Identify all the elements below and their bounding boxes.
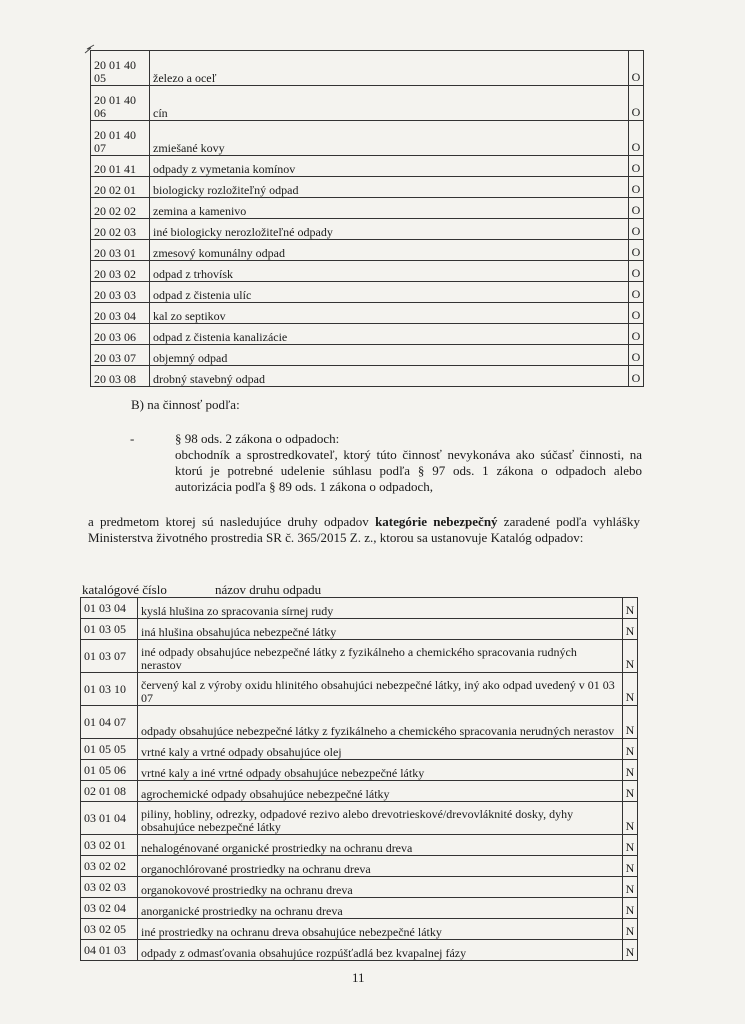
category-cell: N	[623, 673, 638, 706]
category-cell: N	[623, 640, 638, 673]
category-cell: O	[629, 282, 644, 303]
table-row	[81, 919, 638, 940]
catalog-code: 20 03 04	[91, 303, 150, 324]
table-row	[91, 198, 644, 219]
catalog-code: 03 02 04	[81, 898, 138, 919]
table-row	[81, 856, 638, 877]
catalog-code: 20 03 07	[91, 345, 150, 366]
waste-name: odpad z čistenia ulíc	[150, 282, 629, 303]
table-row	[81, 598, 638, 619]
category-cell: N	[623, 877, 638, 898]
waste-table-hazardous	[80, 597, 638, 961]
waste-table-other	[90, 50, 644, 387]
category-cell: O	[629, 86, 644, 121]
category-cell: N	[623, 760, 638, 781]
category-cell: O	[629, 324, 644, 345]
waste-name: cín	[150, 86, 629, 121]
table-row	[81, 619, 638, 640]
table-row	[81, 706, 638, 739]
catalog-code: 03 02 01	[81, 835, 138, 856]
catalog-code: 01 05 05	[81, 739, 138, 760]
category-cell: O	[629, 303, 644, 324]
waste-name: zmiešané kovy	[150, 121, 629, 156]
page-number: 11	[352, 970, 365, 985]
table-row	[91, 324, 644, 345]
waste-name: odpady z vymetania komínov	[150, 156, 629, 177]
table-row	[81, 781, 638, 802]
catalog-code: 20 03 06	[91, 324, 150, 345]
table-row	[81, 898, 638, 919]
category-cell: O	[629, 156, 644, 177]
catalog-code: 20 03 08	[91, 366, 150, 387]
category-cell: N	[623, 898, 638, 919]
catalog-code: 20 02 02	[91, 198, 150, 219]
waste-name: piliny, hobliny, odrezky, odpadové rezivo alebo drevotrieskové/drevovláknité dosky, dyhy obsahujúce nebezpečné látky	[138, 802, 623, 835]
waste-name: iná hlušina obsahujúca nebezpečné látky	[138, 619, 623, 640]
waste-name: kyslá hlušina zo spracovania sírnej rudy	[138, 598, 623, 619]
category-cell: N	[623, 802, 638, 835]
table-row	[91, 156, 644, 177]
waste-name: iné biologicky nerozložiteľné odpady	[150, 219, 629, 240]
list-dash: -	[130, 431, 135, 446]
category-cell: N	[623, 835, 638, 856]
table-row	[91, 121, 644, 156]
category-cell: N	[623, 739, 638, 760]
catalog-code: 20 01 40 05	[91, 51, 150, 86]
catalog-code: 04 01 03	[81, 940, 138, 961]
catalog-code: 20 02 03	[91, 219, 150, 240]
column-header-name: názov druhu odpadu	[215, 582, 322, 597]
category-cell: N	[623, 781, 638, 802]
waste-name: odpad z trhovísk	[150, 261, 629, 282]
category-cell: O	[629, 345, 644, 366]
waste-name: zemina a kamenivo	[150, 198, 629, 219]
waste-name: červený kal z výroby oxidu hlinitého obsahujúci nebezpečné látky, iný ako odpad uvedený v 01 03 07	[138, 673, 623, 706]
table-row	[91, 177, 644, 198]
catalog-code: 03 02 02	[81, 856, 138, 877]
catalog-code: 20 02 01	[91, 177, 150, 198]
category-cell: N	[623, 919, 638, 940]
category-cell: N	[623, 706, 638, 739]
table-row	[91, 51, 644, 86]
catalog-code: 01 03 10	[81, 673, 138, 706]
category-cell: O	[629, 51, 644, 86]
waste-name: odpady obsahujúce nebezpečné látky z fyzikálneho a chemického spracovania nerudných nerastov	[138, 706, 623, 739]
catalog-code: 01 03 04	[81, 598, 138, 619]
category-cell: O	[629, 177, 644, 198]
category-cell: N	[623, 856, 638, 877]
waste-name: odpady z odmasťovania obsahujúce rozpúšťadlá bez kvapalnej fázy	[138, 940, 623, 961]
waste-name: odpad z čistenia kanalizácie	[150, 324, 629, 345]
catalog-code: 20 03 02	[91, 261, 150, 282]
waste-name: vrtné kaly a vrtné odpady obsahujúce olej	[138, 739, 623, 760]
paragraph-bold-category: kategórie nebezpečný	[375, 514, 498, 529]
table-row	[91, 219, 644, 240]
waste-name: nehalogénované organické prostriedky na ochranu dreva	[138, 835, 623, 856]
catalog-code: 01 03 05	[81, 619, 138, 640]
catalog-code: 20 01 41	[91, 156, 150, 177]
category-cell: N	[623, 598, 638, 619]
table-row	[81, 739, 638, 760]
table-row	[91, 240, 644, 261]
section-b-heading: B) na činnosť podľa:	[131, 397, 240, 412]
category-cell: O	[629, 198, 644, 219]
table-row	[81, 877, 638, 898]
category-cell: N	[623, 940, 638, 961]
table-row	[91, 345, 644, 366]
waste-name: iné odpady obsahujúce nebezpečné látky z fyzikálneho a chemického spracovania rudných nerastov	[138, 640, 623, 673]
table-row	[81, 940, 638, 961]
list-item	[175, 431, 642, 495]
table-row	[81, 802, 638, 835]
catalog-code: 03 02 03	[81, 877, 138, 898]
table-row	[91, 366, 644, 387]
waste-name: drobný stavebný odpad	[150, 366, 629, 387]
column-header-code: katalógové číslo	[82, 582, 167, 597]
table-row	[91, 282, 644, 303]
catalog-code: 01 05 06	[81, 760, 138, 781]
waste-name: biologicky rozložiteľný odpad	[150, 177, 629, 198]
waste-name: agrochemické odpady obsahujúce nebezpečné látky	[138, 781, 623, 802]
waste-name: zmesový komunálny odpad	[150, 240, 629, 261]
waste-name: kal zo septikov	[150, 303, 629, 324]
table-row	[91, 261, 644, 282]
category-cell: O	[629, 219, 644, 240]
catalog-code: 03 02 05	[81, 919, 138, 940]
catalog-code: 01 04 07	[81, 706, 138, 739]
waste-name: anorganické prostriedky na ochranu dreva	[138, 898, 623, 919]
catalog-code: 20 03 01	[91, 240, 150, 261]
table-row	[81, 835, 638, 856]
waste-name: železo a oceľ	[150, 51, 629, 86]
category-cell: N	[623, 619, 638, 640]
catalog-code: 20 01 40 07	[91, 121, 150, 156]
category-cell: O	[629, 121, 644, 156]
category-cell: O	[629, 240, 644, 261]
paragraph-text-start: a predmetom ktorej sú nasledujúce druhy odpadov	[88, 514, 376, 529]
catalog-code: 01 03 07	[81, 640, 138, 673]
table-row	[81, 640, 638, 673]
paragraph-text-end: zaradené podľa vyhlášky Ministerstva životného prostredia SR č. 365/2015 Z. z., ktorou sa ustanovuje Katalóg odpadov:	[88, 514, 640, 545]
category-cell: O	[629, 366, 644, 387]
waste-name: organochlórované prostriedky na ochranu dreva	[138, 856, 623, 877]
catalog-code: 20 03 03	[91, 282, 150, 303]
catalog-code: 20 01 40 06	[91, 86, 150, 121]
catalog-code: 02 01 08	[81, 781, 138, 802]
catalog-code: 03 01 04	[81, 802, 138, 835]
waste-name: objemný odpad	[150, 345, 629, 366]
table-row	[91, 86, 644, 121]
intro-paragraph	[88, 514, 640, 546]
item-description: obchodník a sprostredkovateľ, ktorý túto činnosť nevykonáva ako súčasť činnosti, na ktorú je potrebné udelenie súhlasu podľa § 97 ods. 1 zákona o odpadoch alebo autorizácia podľa § 89 ods. 1 zákona o odpadoch,	[175, 447, 642, 494]
waste-name: vrtné kaly a iné vrtné odpady obsahujúce nebezpečné látky	[138, 760, 623, 781]
table-row	[81, 673, 638, 706]
waste-name: organokovové prostriedky na ochranu dreva	[138, 877, 623, 898]
table-row	[91, 303, 644, 324]
table-row	[81, 760, 638, 781]
waste-name: iné prostriedky na ochranu dreva obsahujúce nebezpečné látky	[138, 919, 623, 940]
category-cell: O	[629, 261, 644, 282]
item-legal-reference: § 98 ods. 2 zákona o odpadoch:	[175, 431, 340, 446]
